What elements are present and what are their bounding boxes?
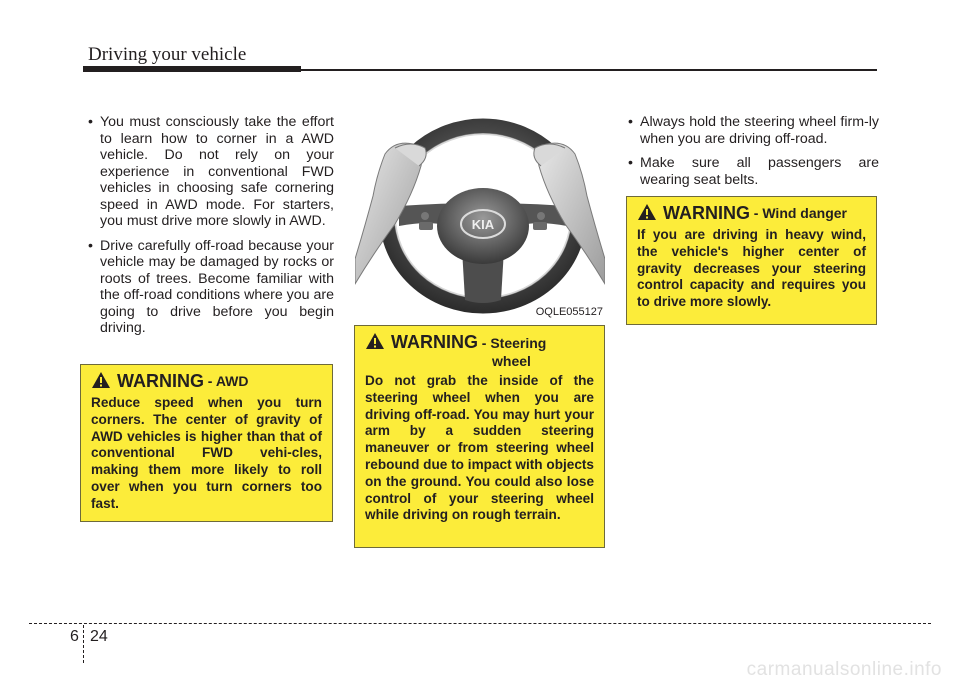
page-number: 24 [90,628,108,645]
chapter-number: 6 [70,628,79,645]
warning-body: Reduce speed when you turn corners. The center of gravity of AWD vehicles is higher than that of conventional FWD vehi-cles, making them more likely to roll over when you turn corners too fast. [91,395,322,511]
warning-body: If you are driving in heavy wind, the vehicle's higher center of gravity decreases your steering control capacity and requires you to drive more slowly. [637,227,866,310]
footer-vertical-rule [83,625,84,663]
warning-subject: - Steering [481,335,547,351]
warning-subject-line2: wheel [492,353,531,369]
figure-code: OQLE055127 [535,306,603,318]
kia-logo-text: KIA [471,217,495,232]
warning-box-wind [626,196,877,325]
bullet-hold-wheel: • Always hold the steering wheel firm-ly when you are driving off-road. [627,114,879,147]
warning-label: WARNING [391,332,478,352]
warning-label: WARNING [117,371,204,391]
bullet-seat-belts: • Make sure all passengers are wearing seat belts. [627,155,879,188]
header-rule-thin [301,69,877,71]
header-rule-thick [83,66,301,72]
bullet-offroad-caution: • Drive carefully off-road because your vehicle may be damaged by rocks or roots of trees. Become familiar with the off-road conditions where you are going to drive before you begin driving. [87,238,334,337]
watermark: carmanualsonline.info [746,659,942,680]
warning-box-steering [354,325,605,548]
column3-bullet-list [627,114,879,196]
bullet-awd-cornering: • You must consciously take the effort to learn how to corner in a AWD vehicle. Do not rely on your experience in conventional FWD vehicles in choosing safe cornering speed in AWD mode. For starters, you must drive more slowly in AWD. [87,114,334,230]
warning-body: Do not grab the inside of the steering wheel when you are driving off-road. You may hurt your arm by a sudden steering maneuver or from steering wheel rebound due to impact with objects on the ground. You could also lose control of your steering wheel while driving on rough terrain. [365,373,594,523]
footer-dashed-rule [29,623,931,624]
warning-subject: - Wind danger [753,205,847,221]
steering-wheel-figure [355,114,605,322]
warning-triangle-icon [637,203,657,221]
steering-wheel-illustration [355,114,605,322]
column1-bullet-list [87,114,334,345]
warning-box-awd [80,364,333,522]
page-header-title: Driving your vehicle [88,44,247,65]
warning-label: WARNING [663,203,750,223]
warning-subject: - AWD [207,373,249,389]
warning-triangle-icon [365,332,385,350]
warning-triangle-icon [91,371,111,389]
